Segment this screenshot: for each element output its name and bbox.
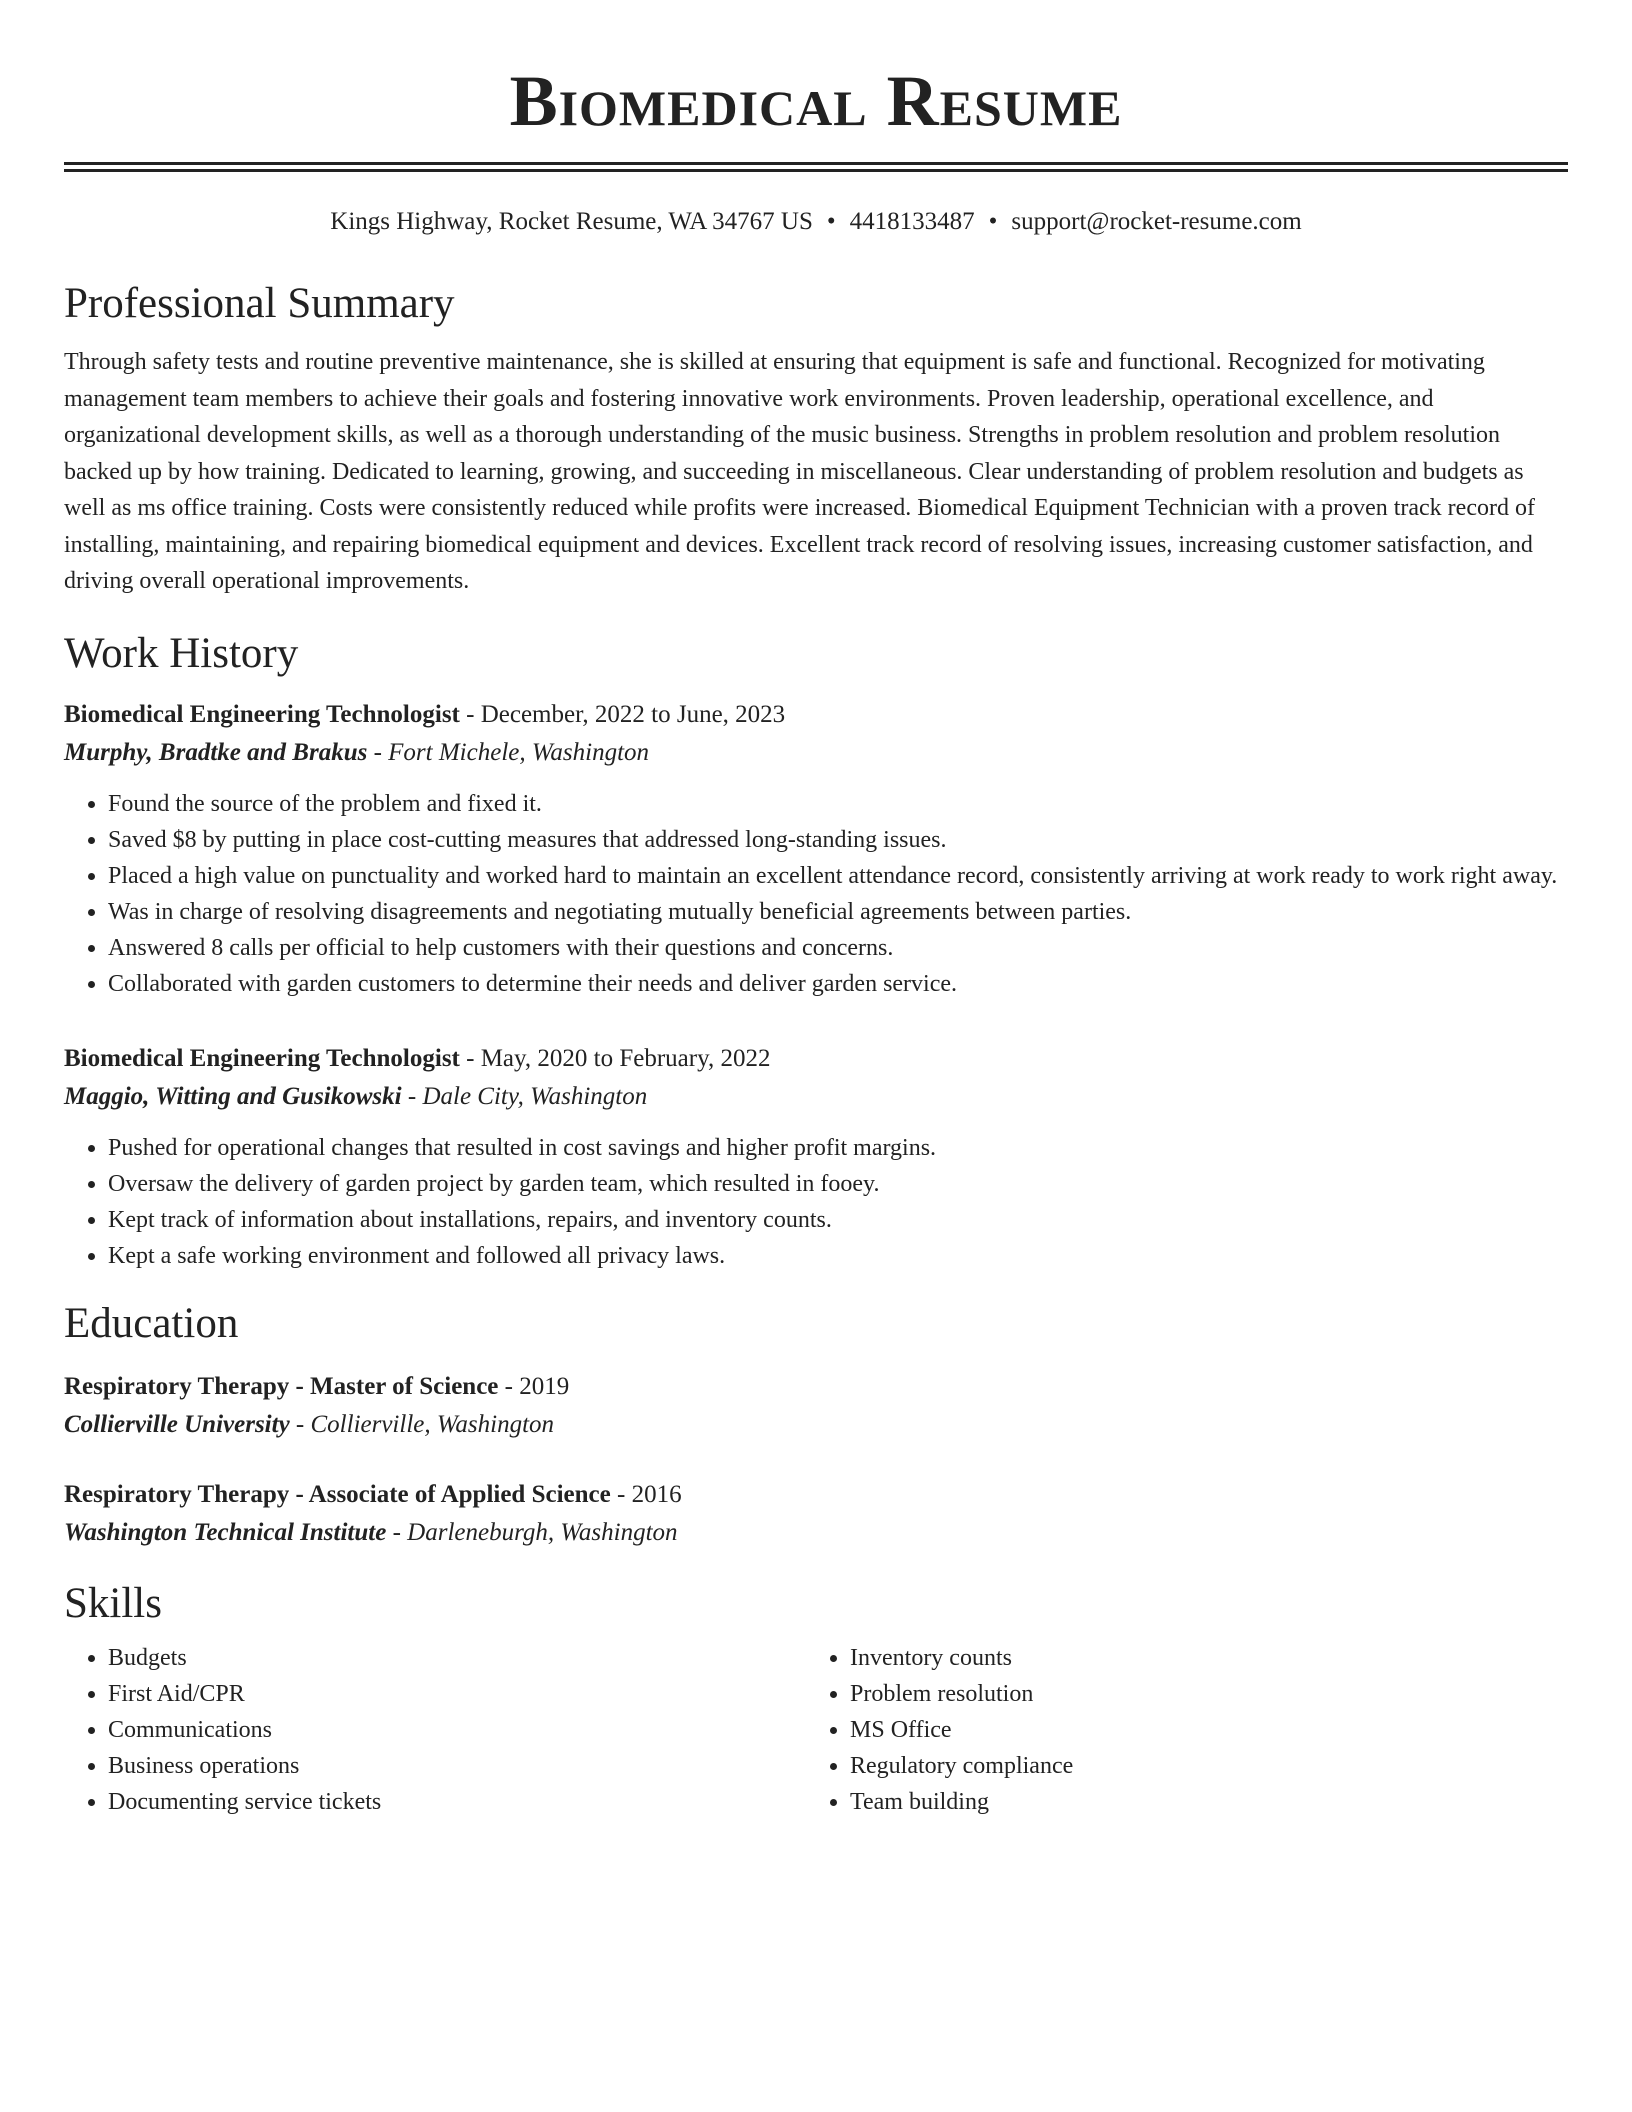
company-dash: - bbox=[401, 1082, 423, 1110]
list-item: • Team building bbox=[850, 1784, 1548, 1820]
summary-heading: Professional Summary bbox=[64, 280, 455, 327]
skills-column-left bbox=[64, 1640, 806, 1820]
list-item: • Placed a high value on punctuality and worked hard to maintain an excellent attendance record, consistently arriving at work ready to work right away. bbox=[108, 858, 1568, 894]
job-dash: - bbox=[459, 700, 481, 728]
list-item: • Pushed for operational changes that resulted in cost savings and higher profit margins. bbox=[108, 1130, 1568, 1166]
list-item: • MS Office bbox=[850, 1712, 1548, 1748]
skills-list bbox=[806, 1640, 1548, 1820]
summary-text: Through safety tests and routine preventive maintenance, she is skilled at ensuring that equipment is safe and functional. Recognized for motivating management team members to achieve their goals and fostering innovative work environments. Proven leadership, operational excellence, and organizational development skills, as well as a thorough understanding of the music business. Strengths in problem resolution and problem resolution backed up by how training. Dedicated to learning, growing, and succeeding in miscellaneous. Clear understanding of problem resolution and budgets as well as ms office training. Costs were consistently reduced while profits were increased. Biomedical Equipment Technician with a proven track record of installing, maintaining, and repairing biomedical equipment and devices. Excellent track record of resolving issues, increasing customer satisfaction, and driving overall operational improvements. bbox=[64, 349, 1535, 594]
degree-line bbox=[64, 1368, 1568, 1406]
job-entry bbox=[64, 696, 1568, 1002]
contact-phone: 4418133487 bbox=[849, 208, 975, 235]
list-item: • Documenting service tickets bbox=[108, 1784, 806, 1820]
job-title-line bbox=[64, 1040, 1568, 1078]
degree-name: Respiratory Therapy - Associate of Applied Science bbox=[64, 1480, 611, 1508]
skills-heading: Skills bbox=[64, 1579, 162, 1627]
job-dates: May, 2020 to February, 2022 bbox=[480, 1044, 771, 1072]
education-entry bbox=[64, 1476, 1568, 1552]
list-item: • Oversaw the delivery of garden project by garden team, which resulted in fooey. bbox=[108, 1166, 1568, 1202]
skills-list bbox=[64, 1640, 806, 1820]
list-item: • Problem resolution bbox=[850, 1676, 1548, 1712]
work-history-heading: Work History bbox=[64, 629, 299, 677]
job-dash: - bbox=[459, 1044, 481, 1072]
company-line bbox=[64, 734, 1568, 772]
contact-email: support@rocket-resume.com bbox=[1011, 208, 1302, 235]
degree-year: 2019 bbox=[519, 1372, 570, 1400]
skills-column-right bbox=[806, 1640, 1548, 1820]
education-heading: Education bbox=[64, 1299, 239, 1347]
contact-separator: • bbox=[988, 208, 998, 235]
school-name: Washington Technical Institute bbox=[64, 1518, 387, 1546]
contact-address: Kings Highway, Rocket Resume, WA 34767 US bbox=[330, 208, 813, 235]
company-line bbox=[64, 1078, 1568, 1116]
list-item: • Was in charge of resolving disagreements and negotiating mutually beneficial agreements between parties. bbox=[108, 894, 1568, 930]
list-item: • Inventory counts bbox=[850, 1640, 1548, 1676]
job-title: Biomedical Engineering Technologist bbox=[64, 700, 460, 728]
skills-grid bbox=[64, 1640, 1568, 1820]
contact-line bbox=[64, 206, 1568, 238]
list-item: • Communications bbox=[108, 1712, 806, 1748]
list-item: • Kept track of information about installations, repairs, and inventory counts. bbox=[108, 1202, 1568, 1238]
job-title: Biomedical Engineering Technologist bbox=[64, 1044, 460, 1072]
school-location: Collierville, Washington bbox=[310, 1410, 555, 1438]
list-item: • Answered 8 calls per official to help customers with their questions and concerns. bbox=[108, 930, 1568, 966]
company-name: Maggio, Witting and Gusikowski bbox=[64, 1082, 402, 1110]
list-item: • Collaborated with garden customers to determine their needs and deliver garden service. bbox=[108, 966, 1568, 1002]
list-item: • Budgets bbox=[108, 1640, 806, 1676]
resume-title: Biomedical Resume bbox=[509, 61, 1123, 141]
list-item: • Found the source of the problem and fixed it. bbox=[108, 786, 1568, 822]
degree-dash: - bbox=[498, 1372, 520, 1400]
list-item: • Kept a safe working environment and followed all privacy laws. bbox=[108, 1238, 1568, 1274]
job-bullets bbox=[64, 786, 1568, 1002]
job-title-line bbox=[64, 696, 1568, 734]
company-location: Dale City, Washington bbox=[422, 1082, 648, 1110]
school-line bbox=[64, 1406, 1568, 1444]
school-name: Collierville University bbox=[64, 1410, 290, 1438]
job-entry bbox=[64, 1040, 1568, 1274]
company-dash: - bbox=[367, 738, 389, 766]
education-entry bbox=[64, 1368, 1568, 1444]
degree-name: Respiratory Therapy - Master of Science bbox=[64, 1372, 499, 1400]
job-bullets bbox=[64, 1130, 1568, 1274]
school-location: Darleneburgh, Washington bbox=[407, 1518, 678, 1546]
list-item: • Regulatory compliance bbox=[850, 1748, 1548, 1784]
job-dates: December, 2022 to June, 2023 bbox=[480, 700, 786, 728]
degree-line bbox=[64, 1476, 1568, 1514]
contact-separator: • bbox=[826, 208, 836, 235]
school-line bbox=[64, 1514, 1568, 1552]
list-item: • First Aid/CPR bbox=[108, 1676, 806, 1712]
degree-year: 2016 bbox=[631, 1480, 682, 1508]
school-dash: - bbox=[289, 1410, 311, 1438]
list-item: • Saved $8 by putting in place cost-cutting measures that addressed long-standing issues. bbox=[108, 822, 1568, 858]
school-dash: - bbox=[386, 1518, 408, 1546]
list-item: • Business operations bbox=[108, 1748, 806, 1784]
company-name: Murphy, Bradtke and Brakus bbox=[64, 738, 368, 766]
company-location: Fort Michele, Washington bbox=[388, 738, 650, 766]
title-divider bbox=[64, 162, 1568, 172]
degree-dash: - bbox=[610, 1480, 632, 1508]
